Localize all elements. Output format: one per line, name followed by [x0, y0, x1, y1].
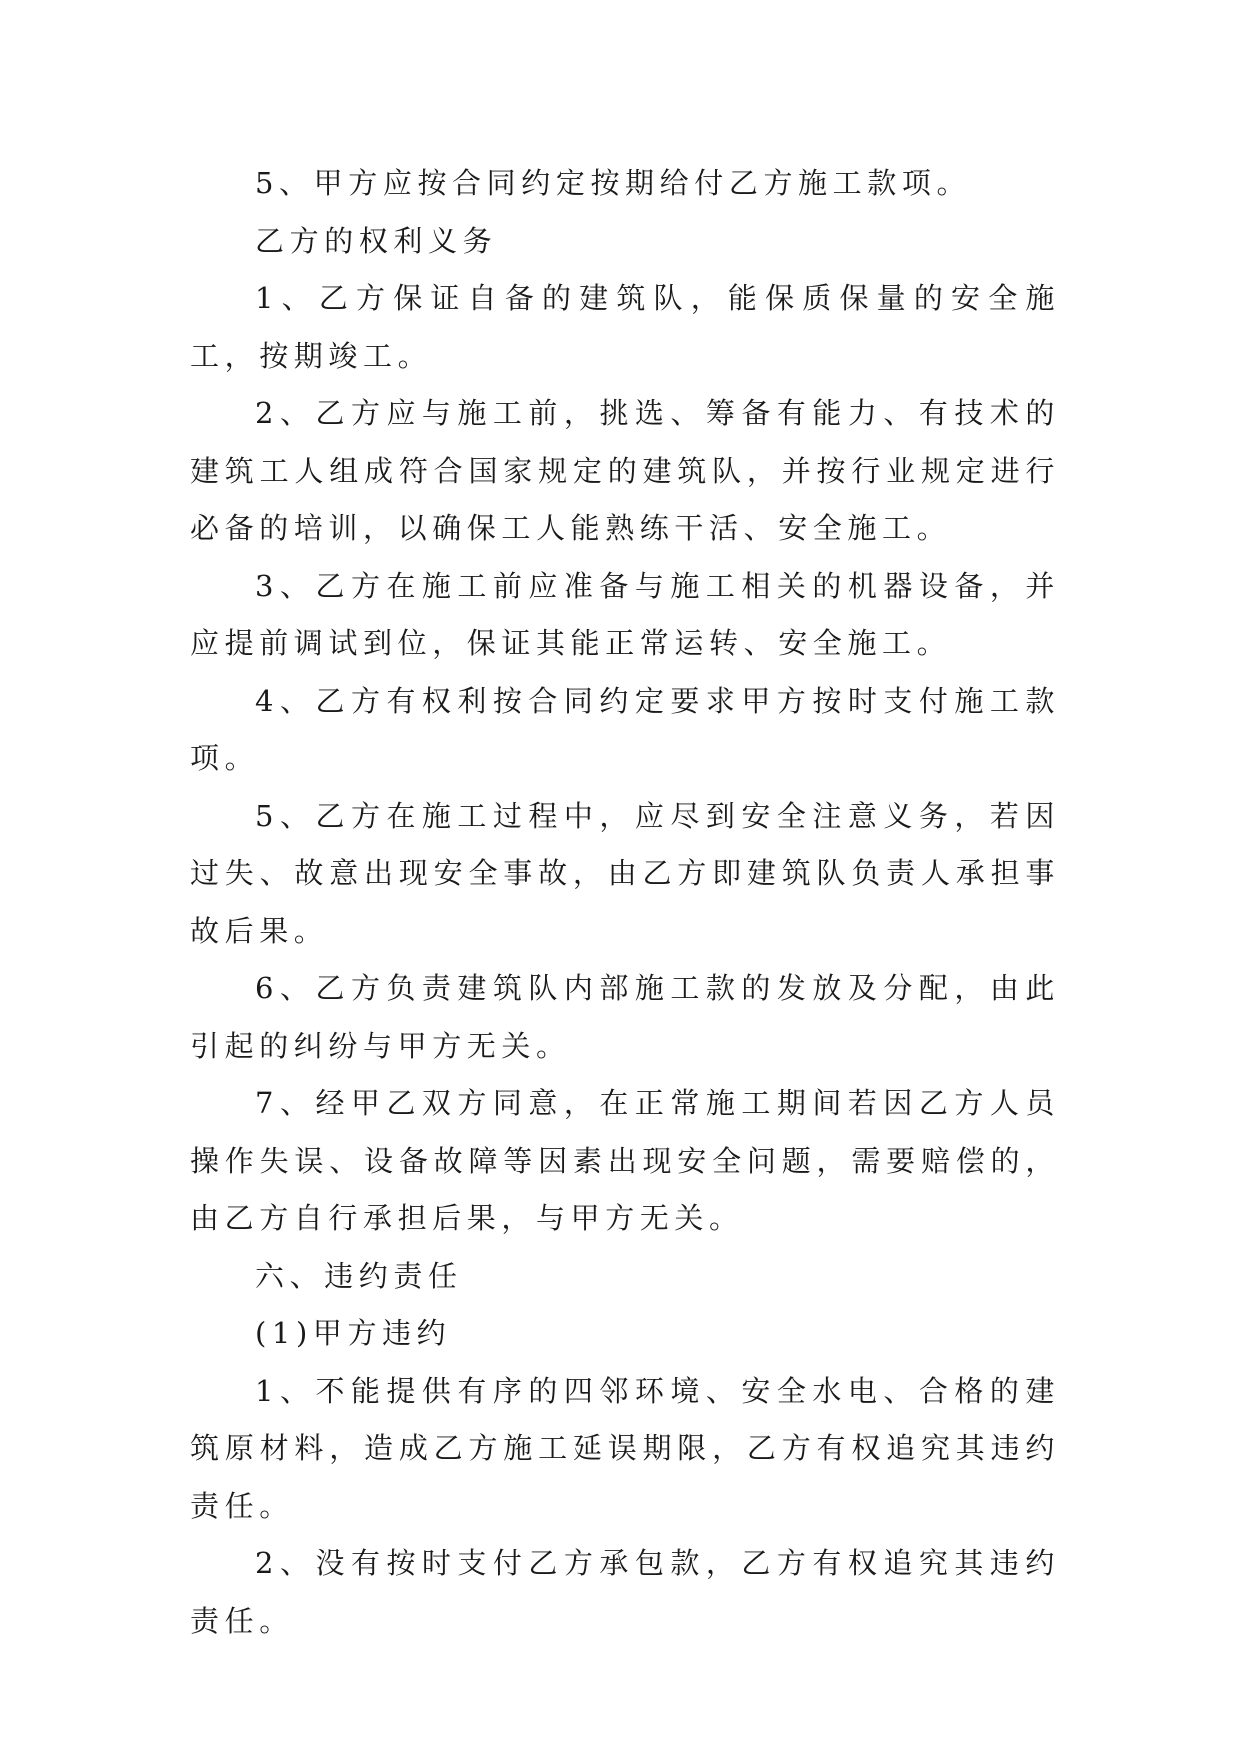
- paragraph-b-6: 6、乙方负责建筑队内部施工款的发放及分配，由此引起的纠纷与甲方无关。: [190, 971, 1060, 1063]
- paragraph-b-5: 5、乙方在施工过程中，应尽到安全注意义务，若因过失、故意出现安全事故，由乙方即建筑队负责人承担事故后果。: [190, 798, 1060, 948]
- paragraph-breach-2: 2、没有按时支付乙方承包款，乙方有权追究其违约责任。: [190, 1546, 1060, 1638]
- paragraph-b-4: 4、乙方有权利按合同约定要求甲方按时支付施工款项。: [190, 683, 1060, 775]
- paragraph-b-7: 7、经甲乙双方同意，在正常施工期间若因乙方人员操作失误、设备故障等因素出现安全问题，需要赔偿的，由乙方自行承担后果，与甲方无关。: [190, 1086, 1060, 1235]
- subheading-party-a-breach: (1)甲方违约: [255, 1316, 452, 1350]
- document-body: [190, 155, 1060, 1650]
- heading-party-b-rights: 乙方的权利义务: [255, 223, 498, 258]
- paragraph-party-a-payment: 5、甲方应按合同约定按期给付乙方施工款项。: [255, 166, 972, 200]
- paragraph-b-3: 3、乙方在施工前应准备与施工相关的机器设备，并应提前调试到位，保证其能正常运转、安全施工。: [190, 568, 1060, 660]
- heading-breach-liability: 六、违约责任: [255, 1258, 463, 1293]
- paragraph-b-1: 1、乙方保证自备的建筑队，能保质保量的安全施工，按期竣工。: [190, 281, 1060, 373]
- paragraph-breach-1: 1、不能提供有序的四邻环境、安全水电、合格的建筑原材料，造成乙方施工延误期限，乙方有权追究其违约责任。: [190, 1373, 1060, 1523]
- paragraph-b-2: 2、乙方应与施工前，挑选、筹备有能力、有技术的建筑工人组成符合国家规定的建筑队，并按行业规定进行必备的培训，以确保工人能熟练干活、安全施工。: [190, 396, 1060, 545]
